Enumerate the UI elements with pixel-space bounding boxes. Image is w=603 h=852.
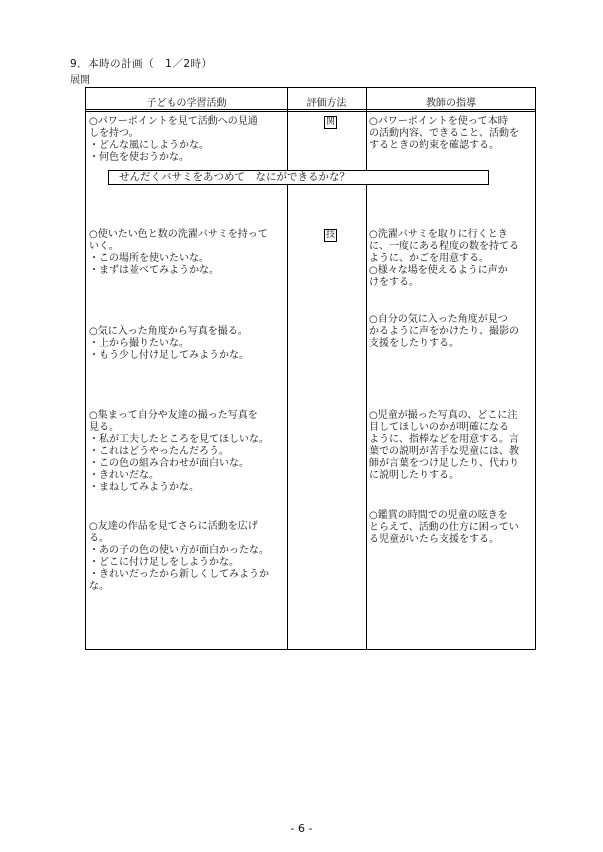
- guidance-item: ○自分の気に入った角度が見つ かるように声をかけたり、撮影の 支援をしたりする。: [369, 314, 519, 349]
- activity-item: ○友達の作品を見てさらに活動を広げ る。 ・あの子の色の使い方が面白かったな。 ・どこに付け足しをしようかな。 ・きれいだったから新しくしてみようか な。: [89, 521, 269, 592]
- guidance-item: ○鑑賞の時間での児童の呟きを とらえて、活動の仕方に困ってい る児童がいたら支援をする。: [369, 510, 519, 545]
- activity-item: ○気に入った角度から写真を撮る。 ・上から撮りたいな。 ・もう少し付け足してみようかな。: [89, 326, 249, 361]
- page-number: - 6 -: [290, 822, 313, 835]
- column-header-evaluation: 評価方法: [306, 98, 347, 109]
- guidance-item: ○洗濯バサミを取りに行くとき に、一度にある程度の数を持てる ように、かごを用意する。 ○様々な場を使えるように声か けをする。: [369, 229, 519, 288]
- column-header-guidance: 教師の指導: [426, 98, 476, 109]
- header-divider: [86, 109, 535, 110]
- guidance-item: ○児童が撮った写真の、どこに注 目してほしいのかが明確になる ように、指棒などを用意する。言 葉での説明が苦手な児童には、教 師が言葉をつけ足したり、代わり に説明したりする。: [369, 410, 519, 481]
- lesson-goal-box: [108, 170, 489, 185]
- lesson-goal-text: せんだくバサミをあつめて なにができるかな？: [119, 171, 350, 183]
- section-title: 9．本時の計画（ 1／2時）: [70, 58, 213, 70]
- guidance-item: ○パワーポイントを使って本時 の活動内容、できること、活動を するときの約束を確認する。: [369, 116, 519, 151]
- column-header-activities: 子どもの学習活動: [146, 98, 227, 109]
- evaluation-badge: 関: [325, 117, 335, 127]
- section-subtitle: 展開: [70, 75, 90, 86]
- evaluation-badge: 技: [325, 230, 335, 240]
- activity-item: ○集まって自分や友達の撮った写真を 見る。 ・私が工夫したところを見てほしいな。 ・これはどうやったんだろう。 ・この色の組み合わせが面白いな。 ・きれいだな。 ・まねしてみようかな。: [89, 410, 269, 493]
- activity-item: ○使いたい色と数の洗濯バサミを持って いく。 ・この場所を使いたいな。 ・まずは並べてみようかな。: [89, 229, 268, 276]
- header-divider: [86, 111, 535, 112]
- activity-item: ○パワーポイントを見て活動への見通 しを持つ。 ・どんな風にしようかな。 ・何色を使おうかな。: [89, 116, 258, 163]
